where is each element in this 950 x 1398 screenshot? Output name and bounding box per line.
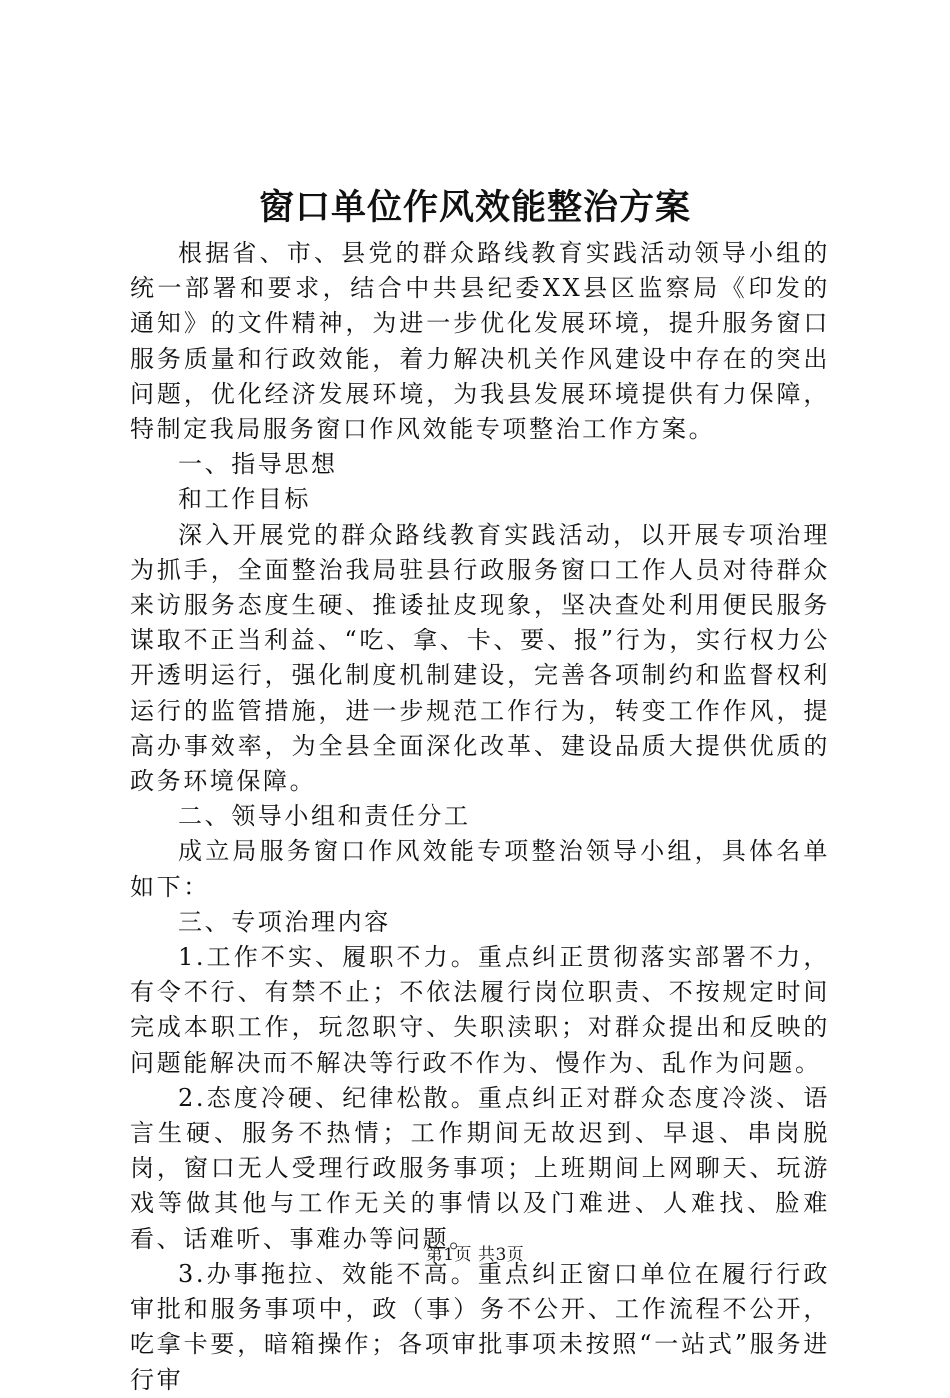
heading-work-goals: 和工作目标: [178, 485, 311, 514]
paragraph-item-1: 1.工作不实、履职不力。重点纠正贯彻落实部署不力，有令不行、有禁不止；不依法履行岗位职责、不按规定时间完成本职工作，玩忽职守、失职渎职；对群众提出和反映的问题能解决而不解决等行政不作为、慢作为、乱作为问题。: [130, 943, 830, 1077]
paragraph-intro: 根据省、市、县党的群众路线教育实践活动领导小组的统一部署和要求，结合中共县纪委XX县区监察局《印发的通知》的文件精神，为进一步优化发展环境，提升服务窗口服务质量和行政效能，着力解决机关作风建设中存在的突出问题，优化经济发展环境，为我县发展环境提供有力保障，特制定我局服务窗口作风效能专项整治工作方案。: [130, 239, 830, 444]
document-body: [130, 236, 830, 1398]
paragraph-item-3: 3.办事拖拉、效能不高。重点纠正窗口单位在履行行政审批和服务事项中，政（事）务不公开、工作流程不公开，吃拿卡要，暗箱操作；各项审批事项未按照“一站式”服务进行审: [130, 1259, 830, 1394]
document-title: 窗口单位作风效能整治方案: [258, 187, 691, 228]
heading-governance-content: 三、专项治理内容: [178, 907, 391, 936]
paragraph-goals: 深入开展党的群众路线教育实践活动，以开展专项治理为抓手，全面整治我局驻县行政服务窗口工作人员对待群众来访服务态度生硬、推诿扯皮现象，坚决查处利用便民服务谋取不正当利益、“吃、拿、卡、要、报”行为，实行权力公开透明运行，强化制度机制建设，完善各项制约和监督权利运行的监管措施，进一步规范工作行为，转变工作作风，提高办事效率，为全县全面深化改革、建设品质大提供优质的政务环境保障。: [130, 520, 830, 796]
heading-leadership-group: 二、领导小组和责任分工: [178, 802, 471, 831]
page-number: 第1页 共3页: [425, 1245, 525, 1265]
heading-guiding-ideology: 一、指导思想: [178, 450, 338, 479]
paragraph-leadership: 成立局服务窗口作风效能专项整治领导小组，具体名单如下：: [130, 837, 830, 901]
paragraph-item-2: 2.态度冷硬、纪律松散。重点纠正对群众态度冷淡、语言生硬、服务不热情；工作期间无故迟到、早退、串岗脱岗，窗口无人受理行政服务事项；上班期间上网聊天、玩游戏等做其他与工作无关的事情以及门难进、人难找、脸难看、话难听、事难办等问题。: [130, 1083, 830, 1253]
